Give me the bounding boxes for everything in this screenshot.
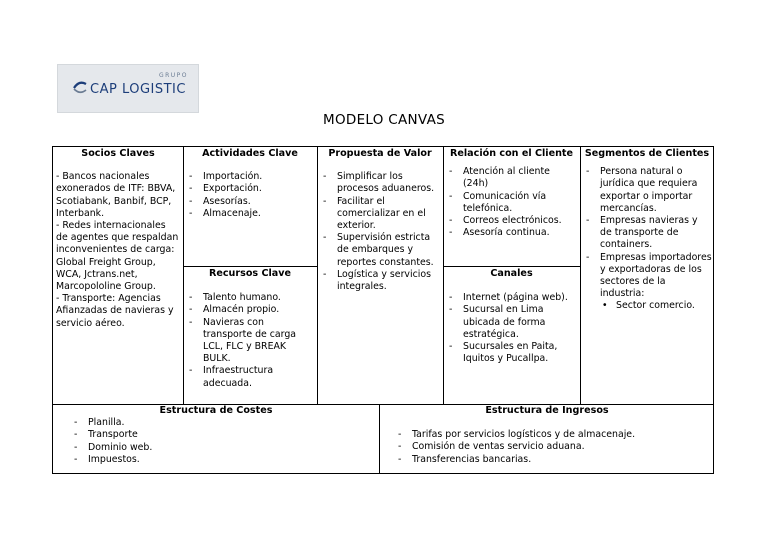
actividades-clave-header: Actividades Clave <box>202 148 298 159</box>
recursos-clave-header: Recursos Clave <box>208 268 292 279</box>
socios-claves-header: Socios Claves <box>81 148 155 159</box>
list-item: - Internet (página web). <box>445 292 578 304</box>
list-item: - Transporte <box>70 429 376 441</box>
list-item: - Comisión de ventas servicio aduana. <box>394 441 712 453</box>
estructura-costes-header: Estructura de Costes <box>159 405 273 416</box>
list-item: - Persona natural o jurídica que requiera exportar o importar mercancías. <box>582 166 712 215</box>
list-item: - Empresas importadores y exportadoras de los sectores de la industria: <box>582 252 712 301</box>
list-item: - Empresas navieras y de transporte de containers. <box>582 215 712 252</box>
list-item: - Tarifas por servicios logísticos y de almacenaje. <box>394 429 712 441</box>
segmentos-clientes-cell <box>582 148 712 313</box>
list-item: - Asesoría continua. <box>445 227 578 239</box>
socios-claves-cell <box>56 148 180 330</box>
company-logo <box>57 64 199 113</box>
socios-text: - Transporte: Agencias Afianzadas de navieras y servicio aéreo. <box>56 293 174 329</box>
segmentos-clientes-header: Segmentos de Clientes <box>584 148 710 159</box>
list-item: - Transferencias bancarias. <box>394 454 712 466</box>
list-item: - Sucursales en Paita, Iquitos y Pucallpa. <box>445 341 578 365</box>
propuesta-valor-header: Propuesta de Valor <box>328 148 432 159</box>
list-item: - Atención al cliente (24h) <box>445 166 578 190</box>
list-item: • Sector comercio. <box>582 300 712 312</box>
list-item: - Talento humano. <box>185 292 315 304</box>
list-item: - Logística y servicios integrales. <box>319 269 441 293</box>
logo-swoosh-icon <box>72 79 88 95</box>
estructura-costes-cell <box>56 405 376 466</box>
canvas-table <box>52 146 714 474</box>
list-item: - Exportación. <box>185 183 315 195</box>
grid-line <box>580 147 581 404</box>
canales-header: Canales <box>490 268 533 279</box>
socios-text: - Redes internacionales de agentes que respaldan inconvenientes de carga: Global Freight Group, WCA, Jctrans.net, Marcopololine Group. <box>56 220 179 293</box>
estructura-ingresos-cell <box>382 405 712 466</box>
grid-line <box>183 147 184 404</box>
relacion-cliente-cell <box>445 148 578 239</box>
list-item: - Navieras con transporte de carga LCL, FLC y BREAK BULK. <box>185 317 315 366</box>
grid-line <box>183 266 317 267</box>
list-item: - Almacén propio. <box>185 304 315 316</box>
logo-brand-text: CAP LOGISTIC <box>90 82 186 97</box>
recursos-clave-cell <box>185 268 315 390</box>
list-item: - Impuestos. <box>70 454 376 466</box>
list-item: - Supervisión estricta de embarques y reportes constantes. <box>319 232 441 269</box>
grid-line <box>443 266 580 267</box>
grid-line <box>317 147 318 404</box>
list-item: - Infraestructura adecuada. <box>185 365 315 389</box>
grid-line <box>379 404 380 474</box>
list-item: - Dominio web. <box>70 442 376 454</box>
actividades-clave-cell <box>185 148 315 220</box>
relacion-cliente-header: Relación con el Cliente <box>449 148 574 159</box>
page-title: MODELO CANVAS <box>323 112 445 128</box>
estructura-ingresos-header: Estructura de Ingresos <box>485 405 609 416</box>
propuesta-valor-cell <box>319 148 441 293</box>
list-item: - Almacenaje. <box>185 208 315 220</box>
list-item: - Planilla. <box>70 417 376 429</box>
canales-cell <box>445 268 578 365</box>
list-item: - Facilitar el comercializar en el exterior. <box>319 196 441 233</box>
list-item: - Comunicación vía telefónica. <box>445 191 578 215</box>
logo-group-text: GRUPO <box>158 72 188 79</box>
list-item: - Correos electrónicos. <box>445 215 578 227</box>
list-item: - Sucursal en Lima ubicada de forma estratégica. <box>445 304 578 341</box>
list-item: - Importación. <box>185 171 315 183</box>
grid-line <box>443 147 444 404</box>
list-item: - Asesorías. <box>185 196 315 208</box>
list-item: - Simplificar los procesos aduaneros. <box>319 171 441 195</box>
socios-text: - Bancos nacionales exonerados de ITF: BBVA, Scotiabank, Banbif, BCP, Interbank. <box>56 171 176 219</box>
